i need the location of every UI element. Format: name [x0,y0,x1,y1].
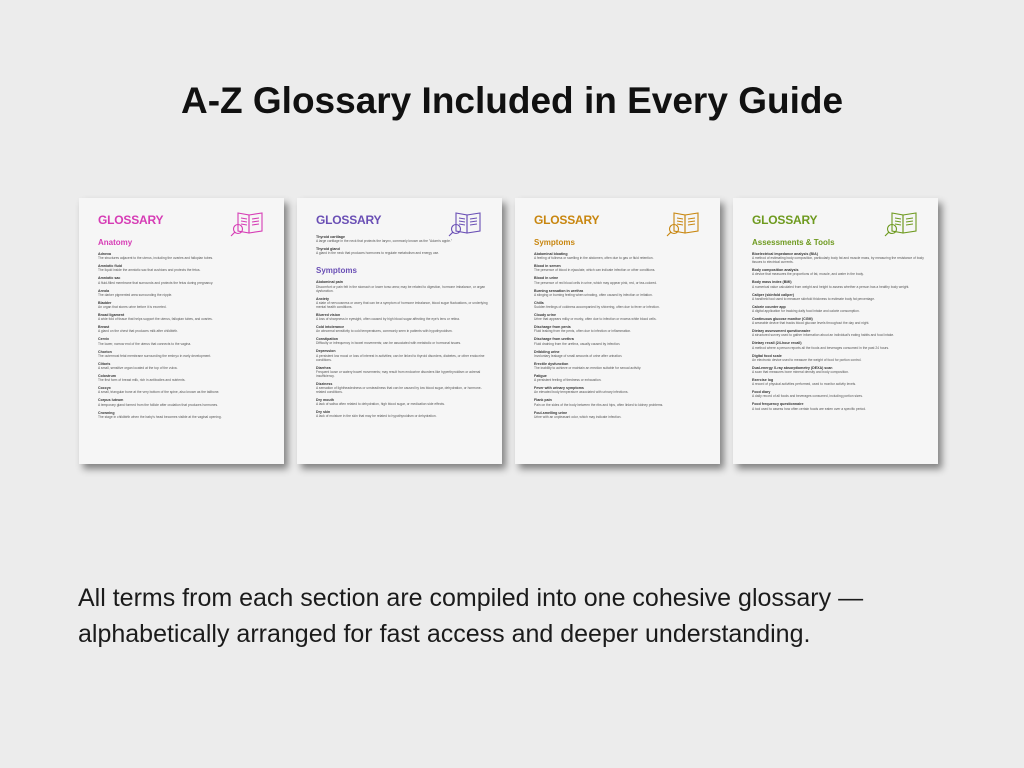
glossary-entry [752,268,926,276]
glossary-entry [98,386,272,394]
glossary-page [733,198,938,464]
glossary-definition: A wearable device that tracks blood glucose levels throughout the day and night. [752,321,870,326]
glossary-term: Food diary [752,390,771,395]
glossary-page [297,198,502,464]
glossary-term: Discharge from urethra [534,337,574,342]
glossary-term: Amniotic fluid [98,264,122,269]
glossary-term: Bladder [98,300,112,305]
glossary-term: Discharge from penis [534,325,571,330]
book-magnifier-icon [230,209,268,237]
glossary-definition: A lack of moisture in the skin that may be related to hypothyroidism or dehydration. [316,414,437,419]
glossary-definition: Involuntary leakage of small amounts of urine after urination. [534,353,623,358]
glossary-definition: Fluid draining from the urethra, usually caused by infection. [534,341,621,346]
glossary-term: Chorion [98,349,112,354]
glossary-entry [534,252,708,260]
page-headline: A-Z Glossary Included in Every Guide [180,80,844,121]
glossary-definition: A fluid-filled membrane that surrounds and protects the fetus during pregnancy. [98,280,214,285]
glossary-definition: A persistent feeling of tiredness or exhaustion. [534,378,602,383]
glossary-title: GLOSSARY [316,213,382,227]
glossary-entry [98,313,272,321]
glossary-entry [98,411,272,419]
glossary-term: Fatigue [534,374,547,379]
glossary-definition: A feeling of fullness or swelling in the abdomen, often due to gas or fluid retention. [534,256,654,261]
glossary-term: Cervix [98,337,109,342]
glossary-term: Broad ligament [98,313,125,318]
glossary-entry [98,252,272,260]
glossary-definition: The presence of red blood cells in urine, which may appear pink, red, or tea-colored. [534,280,657,285]
glossary-term: Burning sensation in urethra [534,288,584,293]
glossary-term: Foul-smelling urine [534,410,568,415]
glossary-term: Corpus luteum [98,398,124,403]
glossary-entry [534,386,708,394]
glossary-definition: A gland in the neck that produces hormones to regulate metabolism and energy use. [316,251,440,256]
glossary-entry [752,354,926,362]
glossary-definition: A small, sensitive organ located at the top of the vulva. [98,366,178,371]
glossary-term: Colostrum [98,374,116,379]
glossary-definition: The outermost fetal membrane surrounding the embryo in early development. [98,353,212,358]
glossary-definition: A record of physical activities performed, used to monitor activity levels. [752,382,857,387]
glossary-entry [316,410,490,418]
glossary-definition: The presence of blood in ejaculate, which can indicate infection or other conditions. [534,268,656,273]
glossary-title: GLOSSARY [98,213,164,227]
glossary-term: Anxiety [316,296,329,301]
glossary-term: Dietary assessment questionnaire [752,329,811,334]
glossary-definition: Pain on the sides of the body between the ribs and hips, often linked to kidney problems. [534,402,664,407]
glossary-entry [534,350,708,358]
glossary-definition: Discomfort or pain felt in the stomach or lower torso area; may be related to digestion, hormone imbalance, or organ dysfunction. [316,284,486,293]
glossary-definition: An abnormal sensitivity to cold temperatures, commonly seen in patients with hypothyroidism. [316,329,453,334]
glossary-term: Caliper (skinfold caliper) [752,292,794,297]
glossary-term: Crowning [98,410,115,415]
glossary-term: Flank pain [534,398,552,403]
glossary-definition: A structured survey used to gather information about an individual's eating habits and food intake. [752,333,895,338]
glossary-definition: Frequent loose or watery bowel movements; may result from endocrine disorders like hyperthyroidism or adrenal insufficiency. [316,369,481,378]
glossary-term: Blurred vision [316,312,341,317]
section-heading: Assessments & Tools [752,238,835,247]
glossary-definition: Sudden feelings of coldness accompanied by shivering, often due to fever or infection. [534,305,660,310]
glossary-entry [98,301,272,309]
glossary-page [79,198,284,464]
glossary-definition: The stage in childbirth when the baby's head becomes visible at the vaginal opening. [98,414,222,419]
glossary-term: Diarrhea [316,365,331,370]
glossary-entry [316,313,490,321]
glossary-entry [98,398,272,406]
glossary-term: Body mass index (BMI) [752,280,792,285]
glossary-definition: A method where a person reports all the foods and beverages consumed in the past 24 hours. [752,345,890,350]
glossary-definition: An organ that stores urine before it is excreted. [98,305,167,310]
glossary-definition: A persistent low mood or loss of interest in activities; can be linked to thyroid disorders, diabetes, or other endocrine conditions. [316,353,485,362]
glossary-entry [316,297,490,309]
glossary-term: Constipation [316,337,338,342]
glossary-entry [316,280,490,292]
glossary-entry [316,382,490,394]
glossary-entry [752,252,926,264]
glossary-term: Cold intolerance [316,325,345,330]
glossary-definition: A scan that measures bone mineral density and body composition. [752,370,849,375]
glossary-entry [98,289,272,297]
glossary-definition: A loss of sharpness in eyesight, often caused by high blood sugar affecting the eye's lens or retina. [316,317,460,322]
glossary-definition: A temporary gland formed from the follicle after ovulation that produces hormones. [98,402,219,407]
glossary-term: Abdominal pain [316,280,343,285]
glossary-entry [534,264,708,272]
glossary-entry [316,325,490,333]
glossary-term: Digital food scale [752,353,782,358]
glossary-title: GLOSSARY [752,213,818,227]
glossary-definition: The structures adjacent to the uterus, including the ovaries and fallopian tubes. [98,256,214,261]
glossary-term: Blood in urine [534,276,559,281]
glossary-entry [752,402,926,410]
glossary-definition: A tool used to assess how often certain foods are eaten over a specific period. [752,406,866,411]
section-heading: Anatomy [98,238,133,247]
glossary-entry [98,362,272,370]
glossary-entry [534,398,708,406]
glossary-term: Fever with urinary symptoms [534,386,584,391]
glossary-entry [98,276,272,284]
glossary-page [515,198,720,464]
glossary-term: Thyroid cartilage [316,235,345,239]
glossary-entry [98,374,272,382]
glossary-entry [316,366,490,378]
glossary-entry [98,325,272,333]
glossary-term: Dribbling urine [534,349,560,354]
glossary-definition: A stinging or burning feeling when urinating, often caused by infection or irritation. [534,292,653,297]
glossary-definition: A daily record of all foods and beverages consumed, including portion sizes. [752,394,863,399]
glossary-entry [752,378,926,386]
glossary-definition: A sensation of lightheadedness or unsteadiness that can be caused by low blood sugar, dehydration, or hormone-related conditions. [316,386,482,395]
glossary-term: Clitoris [98,361,111,366]
glossary-term: Dry mouth [316,398,334,403]
glossary-term: Blood in semen [534,264,561,269]
glossary-definition: A numerical value calculated from weight and height to assess whether a person has a healthy body weight. [752,284,910,289]
glossary-definition: A gland on the chest that produces milk after childbirth. [98,329,179,334]
book-magnifier-icon [448,209,486,237]
glossary-term: Abdominal bloating [534,252,568,256]
description-text: All terms from each section are compiled into one cohesive glossary — alphabetically arranged for fast access and deeper understanding. [78,584,864,648]
glossary-definition: A digital application for tracking daily food intake and calorie consumption. [752,309,860,314]
glossary-definition: An elevated body temperature associated with urinary infections. [534,390,629,395]
glossary-preview-row [79,198,939,466]
glossary-entry [534,325,708,333]
glossary-entry [534,301,708,309]
glossary-entry [752,305,926,313]
glossary-entry [752,366,926,374]
glossary-term: Bioelectrical impedance analysis (BIA) [752,252,818,256]
glossary-definition: The darker pigmented area surrounding the nipple. [98,292,173,297]
glossary-entry [98,337,272,345]
glossary-definition: A state of nervousness or worry that can be a symptom of hormone imbalance, blood sugar fluctuations, or underlying mental health conditions. [316,300,488,309]
glossary-term: Food frequency questionnaire [752,402,804,407]
glossary-term: Areola [98,288,110,293]
glossary-definition: A large cartilage in the neck that protects the larynx, commonly known as the "Adam's apple." [316,239,453,244]
book-magnifier-icon [666,209,704,237]
glossary-term: Amniotic sac [98,276,121,281]
glossary-entry [316,337,490,345]
glossary-term: Coccyx [98,386,111,391]
glossary-definition: Fluid leaking from the penis, often due to infection or inflammation. [534,329,632,334]
glossary-entry [316,247,490,255]
glossary-entry [752,280,926,288]
glossary-definition: A wide fold of tissue that helps support the uterus, fallopian tubes, and ovaries. [98,317,213,322]
glossary-term: Dry skin [316,410,331,415]
glossary-term: Body composition analysis [752,268,799,273]
glossary-entry [534,411,708,419]
book-magnifier-icon [884,209,922,237]
glossary-entry [316,398,490,406]
glossary-definition: Urine with an unpleasant odor, which may indicate infection. [534,414,622,419]
glossary-definition: The lower, narrow end of the uterus that connects to the vagina. [98,341,192,346]
glossary-term: Continuous glucose monitor (CGM) [752,317,813,322]
glossary-definition: A method of estimating body composition, particularly body fat and muscle mass, by measuring the resistance of body tissues to electrical currents. [752,256,924,265]
glossary-definition: A lack of saliva often related to dehydration, high blood sugar, or medication side effects. [316,402,445,407]
glossary-definition: The liquid inside the amniotic sac that cushions and protects the fetus. [98,268,201,273]
glossary-entry [752,341,926,349]
glossary-definition: Difficulty or infrequency in bowel movements; can be associated with metabolic or hormonal issues. [316,341,462,346]
glossary-definition: An electronic device used to measure the weight of food for portion control. [752,357,862,362]
glossary-entry [534,313,708,321]
glossary-entry [534,276,708,284]
glossary-term: Exercise log [752,378,774,383]
glossary-term: Dual-energy X-ray absorptiometry (DEXA) scan [752,365,833,370]
glossary-definition: A small, triangular bone at the very bottom of the spine, also known as the tailbone. [98,390,220,395]
glossary-term: Cloudy urine [534,313,556,318]
glossary-definition: A handheld tool used to measure skinfold thickness to estimate body fat percentage. [752,296,875,301]
glossary-entry [752,390,926,398]
glossary-entry [534,289,708,297]
glossary-entry [534,374,708,382]
glossary-entry [534,337,708,345]
glossary-definition: The first form of breast milk, rich in antibodies and nutrients. [98,378,186,383]
glossary-title: GLOSSARY [534,213,600,227]
glossary-term: Erectile dysfunction [534,361,569,366]
glossary-term: Breast [98,325,110,330]
glossary-entry [752,329,926,337]
section-heading: Symptoms [534,238,575,247]
glossary-entry [98,264,272,272]
glossary-term: Depression [316,349,336,354]
glossary-definition: A device that measures the proportions of fat, muscle, and water in the body. [752,272,864,277]
glossary-term: Adnexa [98,252,111,256]
glossary-definition: The inability to achieve or maintain an erection suitable for sexual activity. [534,366,642,371]
glossary-definition: Urine that appears milky or murky, often due to infection or excess white blood cells. [534,317,657,322]
glossary-term: Thyroid gland [316,247,340,252]
glossary-term: Chills [534,300,544,305]
glossary-entry [752,317,926,325]
section-heading: Symptoms [316,266,357,276]
glossary-term: Dietary recall (24-hour recall) [752,341,802,346]
glossary-entry [534,362,708,370]
glossary-term: Calorie counter app [752,304,786,309]
glossary-entry [316,349,490,361]
glossary-entry [98,350,272,358]
glossary-term: Dizziness [316,381,333,386]
glossary-entry [752,293,926,301]
